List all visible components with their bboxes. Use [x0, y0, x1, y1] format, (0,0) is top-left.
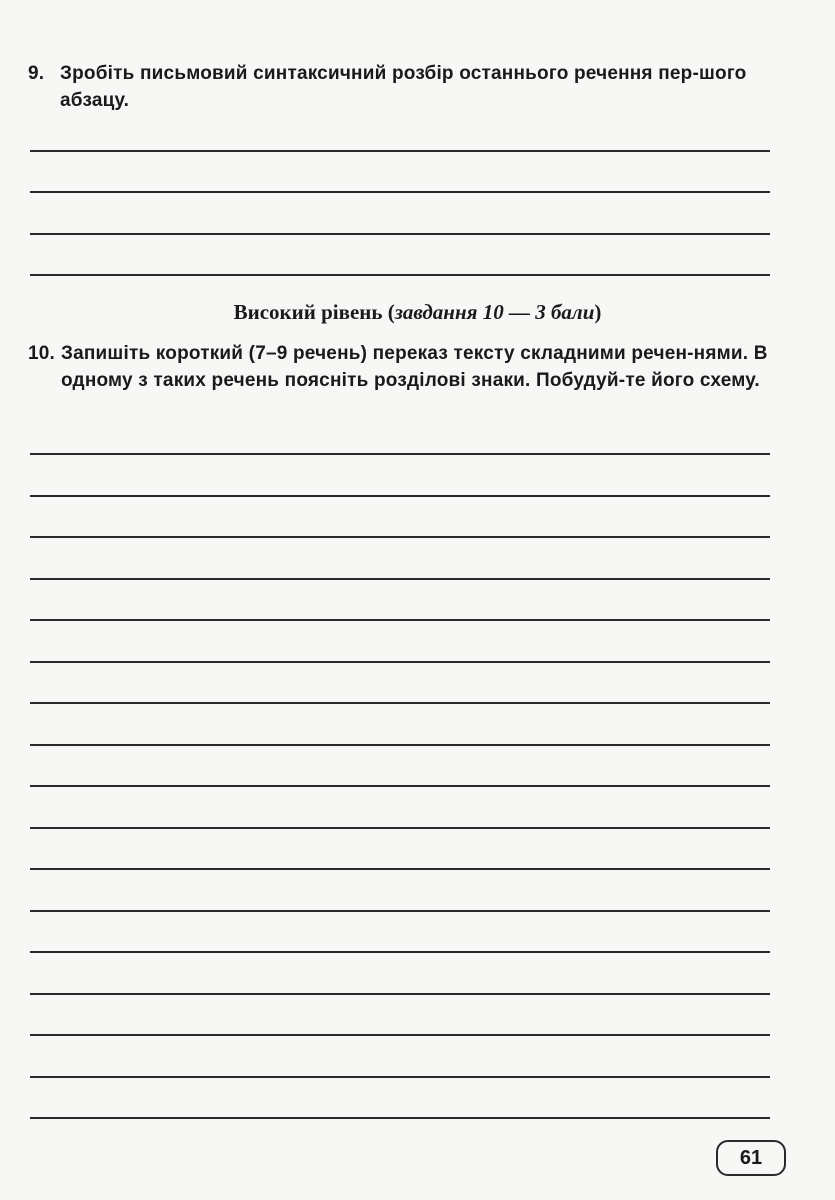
task-9-answer-line[interactable]	[30, 150, 770, 152]
task-9-answer-line[interactable]	[30, 191, 770, 193]
task-10-answer-line[interactable]	[30, 827, 770, 829]
task-10-number: 10.	[28, 343, 56, 364]
task-10-answer-line[interactable]	[30, 619, 770, 621]
task-10	[28, 340, 778, 394]
task-10-answer-line[interactable]	[30, 1076, 770, 1078]
task-10-answer-line[interactable]	[30, 785, 770, 787]
task-10-answer-line[interactable]	[30, 1034, 770, 1036]
task-10-answer-line[interactable]	[30, 495, 770, 497]
task-10-answer-line[interactable]	[30, 1117, 770, 1119]
task-9-answer-line[interactable]	[30, 274, 770, 276]
task-10-answer-line[interactable]	[30, 951, 770, 953]
page-number: 61	[716, 1140, 786, 1176]
task-10-answer-line[interactable]	[30, 910, 770, 912]
task-9	[28, 60, 778, 114]
task-10-text: Запишіть короткий (7–9 речень) переказ тексту складними речен-нями. В одному з таких речень поясніть розділові знаки. Побудуй-те його схему.	[61, 343, 768, 391]
task-10-answer-line[interactable]	[30, 744, 770, 746]
task-10-answer-line[interactable]	[30, 993, 770, 995]
level-detail-wrapper: (завдання 10 — 3 бали)	[387, 300, 602, 324]
task-9-number: 9.	[28, 63, 45, 84]
task-9-answer-line[interactable]	[30, 233, 770, 235]
task-10-answer-line[interactable]	[30, 536, 770, 538]
task-9-text: Зробіть письмовий синтаксичний розбір останнього речення пер-шого абзацу.	[60, 63, 747, 111]
level-title: Високий рівень	[233, 300, 383, 324]
level-detail: завдання 10 — 3 бали	[394, 300, 595, 324]
level-heading	[0, 298, 835, 326]
task-10-answer-line[interactable]	[30, 578, 770, 580]
task-10-answer-line[interactable]	[30, 702, 770, 704]
task-10-answer-line[interactable]	[30, 453, 770, 455]
task-10-answer-line[interactable]	[30, 868, 770, 870]
task-10-answer-line[interactable]	[30, 661, 770, 663]
